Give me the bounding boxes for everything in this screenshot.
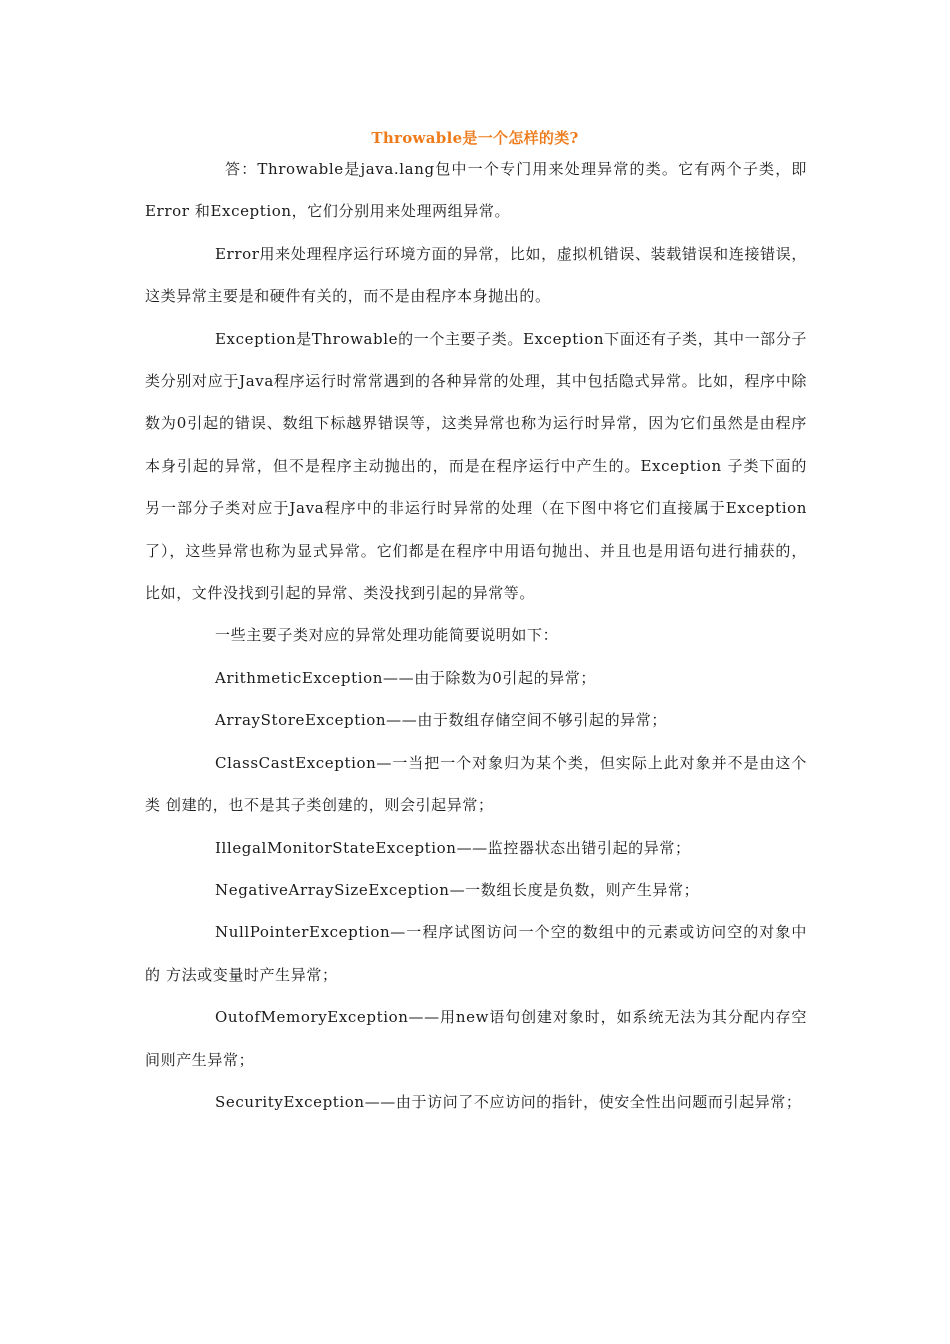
list-item-security: SecurityException——由于访问了不应访问的指针，使安全性出问题而引起异常；: [215, 1092, 802, 1111]
paragraph-answer: 答：Throwable是java.lang包中一个专门用来处理异常的类。它有两个子类，即Error 和Exception，它们分别用来处理两组异常。: [145, 160, 807, 221]
list-item-nullpointer: NullPointerException—一程序试图访问一个空的数组中的元素或访问空的对象中的 方法或变量时产生异常；: [145, 923, 807, 984]
document-title: Throwable是一个怎样的类?: [371, 129, 579, 147]
document-body: [145, 148, 807, 1123]
paragraph-intro-list: 一些主要子类对应的异常处理功能简要说明如下：: [215, 626, 559, 645]
list-item-classcast: ClassCastException—一当把一个对象归为某个类，但实际上此对象并不是由这个类 创建的，也不是其子类创建的，则会引起异常；: [145, 753, 807, 815]
list-item-negativearraysize: NegativeArraySizeException—一数组长度是负数，则产生异常；: [215, 880, 700, 899]
paragraph-exception: Exception是Throwable的一个主要子类。Exception下面还有子类，其中一部分子类分别对应于Java程序运行时常常遇到的各种异常的处理，其中包括隐式异常。比如，程序中除数为0引起的错误、数组下标越界错误等，这类异常也称为运行时异常，因为它们虽然是由程序本身引起的异常，但不是程序主动抛出的，而是在程序运行中产生的。Exception 子类下面的另一部分子类对应于Java程序中的非运行时异常的处理（在下图中将它们直接属于Exception了），这些异常也称为显式异常。它们都是在程序中用语句抛出、并且也是用语句进行捕获的，比如，文件没找到引起的异常、类没找到引起的异常等。: [145, 329, 807, 603]
list-item-arraystore: ArrayStoreException——由于数组存储空间不够引起的异常；: [215, 711, 667, 730]
list-item-arithmetic: ArithmeticException——由于除数为0引起的异常；: [215, 668, 596, 687]
list-item-illegalmonitor: IllegalMonitorStateException——监控器状态出错引起的异常；: [215, 838, 691, 857]
paragraph-error: Error用来处理程序运行环境方面的异常，比如，虚拟机错误、装载错误和连接错误，这类异常主要是和硬件有关的，而不是由程序本身抛出的。: [145, 244, 807, 306]
list-item-outofmemory: OutofMemoryException——用new语句创建对象时，如系统无法为其分配内存空 间则产生异常；: [145, 1008, 807, 1069]
